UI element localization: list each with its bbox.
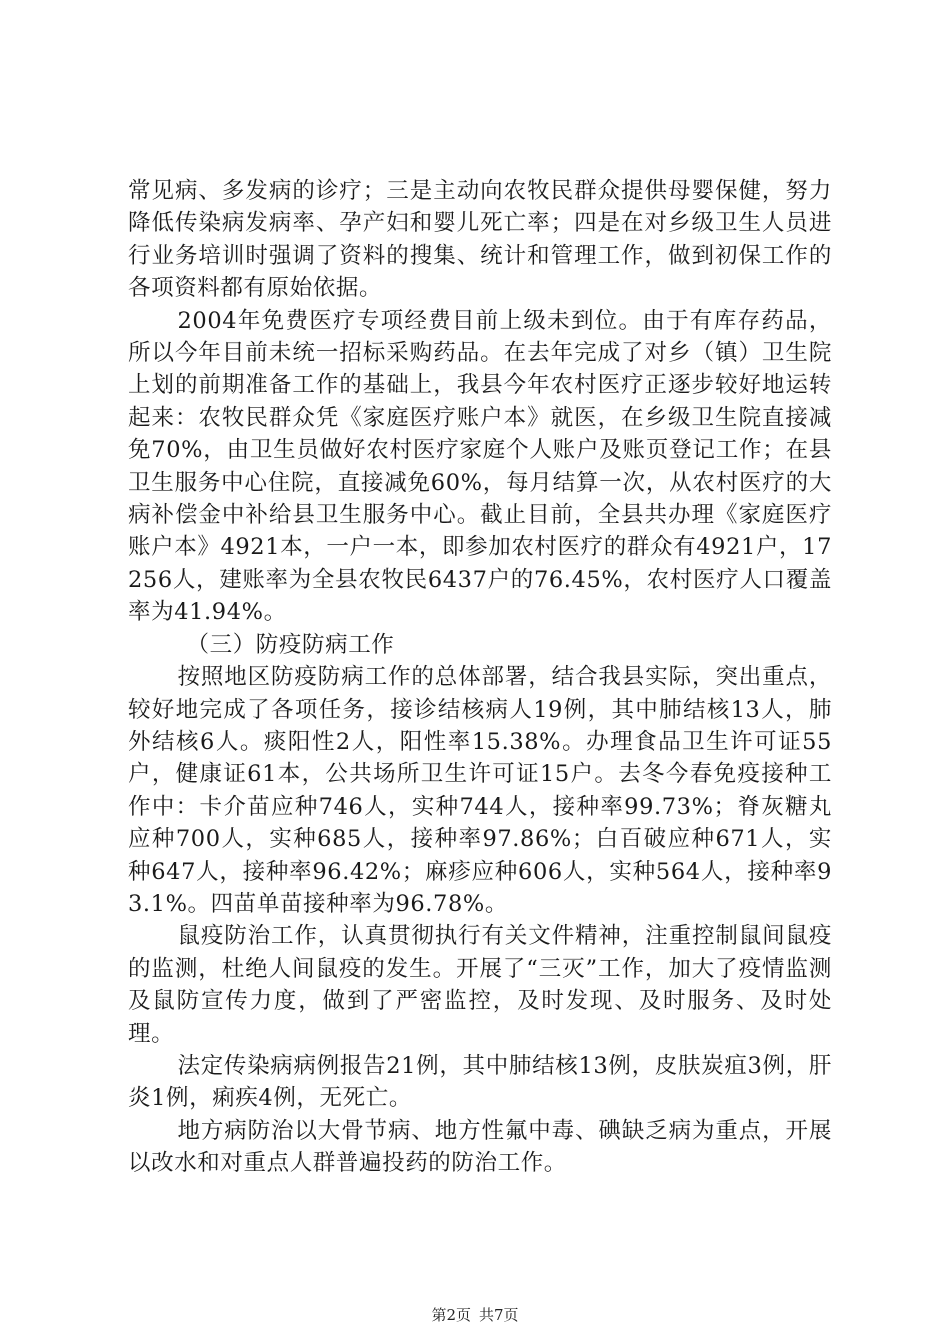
paragraph: 法定传染病病例报告21例，其中肺结核13例，皮肤炭疽3例，肝炎1例，痢疾4例，无死亡。: [128, 1052, 832, 1112]
section-heading: （三）防疫防病工作: [186, 631, 395, 658]
paragraph: 鼠疫防治工作，认真贯彻执行有关文件精神，注重控制鼠间鼠疫的监测，杜绝人间鼠疫的发生。开展了“三灭”工作，加大了疫情监测及鼠防宣传力度，做到了严密监控，及时发现、及时服务、及时处理。: [128, 923, 832, 1047]
document-body: [128, 175, 832, 1180]
paragraph: 2004年免费医疗专项经费目前上级未到位。由于有库存药品，所以今年目前未统一招标采购药品。在去年完成了对乡（镇）卫生院上划的前期准备工作的基础上，我县今年农村医疗正逐步较好地运转起来：农牧民群众凭《家庭医疗账户本》就医，在乡级卫生院直接减免70%，由卫生员做好农村医疗家庭个人账户及账页登记工作；在县卫生服务中心住院，直接减免60%，每月结算一次，从农村医疗的大病补偿金中补给县卫生服务中心。截止目前，全县共办理《家庭医疗账户本》4921本，一户一本，即参加农村医疗的群众有4921户，17256人，建账率为全县农牧民6437户的76.45%，农村医疗人口覆盖率为41.94%。: [128, 307, 832, 626]
page-footer: [0, 1305, 950, 1325]
page-number: 第2页: [431, 1306, 471, 1324]
page-total: 共7页: [479, 1306, 519, 1324]
paragraph: 按照地区防疫防病工作的总体部署，结合我县实际，突出重点，较好地完成了各项任务，接诊结核病人19例，其中肺结核13人，肺外结核6人。痰阳性2人，阳性率15.38%。办理食品卫生许可证55户，健康证61本，公共场所卫生许可证15户。去冬今春免疫接种工作中：卡介苗应种746人，实种744人，接种率99.73%；脊灰糖丸应种700人，实种685人，接种率97.86%；白百破应种671人，实种647人，接种率96.42%；麻疹应种606人，实种564人，接种率93.1%。四苗单苗接种率为96.78%。: [128, 664, 832, 917]
paragraph: 常见病、多发病的诊疗；三是主动向农牧民群众提供母婴保健，努力降低传染病发病率、孕产妇和婴儿死亡率；四是在对乡级卫生人员进行业务培训时强调了资料的搜集、统计和管理工作，做到初保工作的各项资料都有原始依据。: [128, 178, 832, 302]
paragraph: 地方病防治以大骨节病、地方性氟中毒、碘缺乏病为重点，开展以改水和对重点人群普遍投药的防治工作。: [128, 1117, 832, 1177]
